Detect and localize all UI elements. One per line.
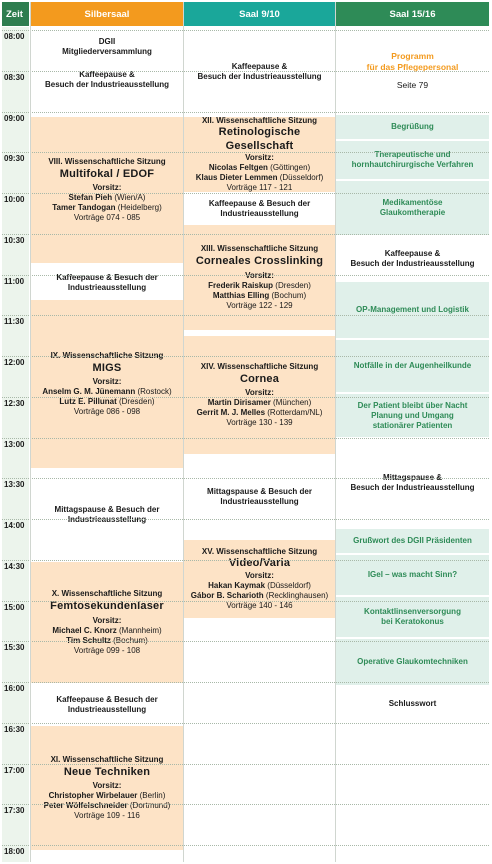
block-line: Therapeutische und [374,150,451,159]
block-line: Industrieausstellung [67,704,147,714]
block-line: Mittagspause & [382,473,443,482]
time-gridline [2,641,489,642]
session-title: XV. Wissenschaftliche Sitzung [201,547,318,557]
block-line: Kaffeepause & [231,62,288,71]
talk-numbers: Vorträge 086 - 098 [73,407,141,417]
block-line: Glaukomtherapie [379,208,446,217]
time-label: 15:30 [4,643,25,653]
block-line: Programm [391,51,434,62]
time-label: 14:00 [4,521,25,530]
chair-city: (Recklinghausen) [263,590,329,600]
break-kaffeepause [184,27,335,117]
chair-name: Nicolas Feltgen [208,163,268,173]
block-line: Der Patient bleibt über Nacht [357,400,468,410]
block-line: Besuch der Industrieausstellung [44,79,170,89]
break-kaffeepause-2 [184,192,335,225]
block-line: Medikamentöse [382,198,443,207]
vorsitz-label: Vorsitz: [245,570,274,580]
time-gridline [2,234,489,235]
session-viii-multifokal [31,117,183,263]
chair-name: Klaus Dieter Lemmen [195,173,278,183]
slot-op-management [336,282,489,338]
block-line: Grußwort des DGII Präsidenten [353,536,472,545]
block-line: für das Pflegepersonal [366,61,459,72]
block-line: Besuch der Industrieausstellung [197,72,322,81]
slot-operative-glaukom [336,639,489,685]
time-label: 10:30 [4,235,25,245]
time-gridline [2,152,489,153]
chair-city: (Wien/A) [112,193,146,203]
talk-numbers: Vorträge 130 - 139 [226,418,293,428]
vorsitz-label: Vorsitz: [92,781,122,791]
session-xii-retinologische [184,117,335,192]
chair-city: (Heidelberg) [115,203,162,213]
page-reference: Seite 79 [396,80,429,91]
break-kaffeepause [31,265,183,300]
chair-name: Tamer Tandogan [52,203,116,213]
block-line: OP-Management und Logistik [356,305,469,314]
chair-city: (Mannheim) [116,625,162,635]
chair-name: Gábor B. Scharioth [190,590,264,600]
slot-patient-ueber-nacht [336,394,489,437]
block-line: Industrieausstellung [67,282,147,292]
time-gridline [2,438,489,439]
chair-name: Stefan Pieh [68,193,113,203]
block-line: Besuch der Industrieausstellung [350,258,475,268]
slot-notfaelle [336,340,489,392]
block-line: Kaffeepause & Besuch der [208,198,311,208]
chair-city: (Düsseldorf) [265,580,311,590]
block-line: Kaffeepause & [79,69,135,79]
time-label: 08:00 [4,32,25,41]
block-line: IGel – was macht Sinn? [367,570,458,579]
time-gridline [2,804,489,805]
chair-name: Martin Dirisamer [207,398,271,408]
chair-city: (Düsseldorf) [277,173,324,183]
block-line: DGII [98,36,116,46]
time-label: 10:00 [4,195,25,204]
chair-city: (Bochum) [110,635,148,645]
time-gridline [2,356,489,357]
session-xiv-cornea [184,336,335,454]
session-topic: Corneales Crosslinking [195,255,324,268]
time-label: 15:00 [4,602,25,612]
chair-1 [52,626,161,636]
header-saal-15-16: Saal 15/16 [336,2,489,26]
block-line: Industrieausstellung [220,208,299,218]
slot-begruessung [336,115,489,139]
talk-numbers: Vorträge 099 - 108 [73,645,141,655]
slot-igel [336,555,489,595]
session-title: XIV. Wissenschaftliche Sitzung [200,361,319,371]
chair-2 [191,591,328,601]
block-line: stationärer Patienten [372,420,453,430]
chair-name: Gerrit M. J. Melles [196,408,266,418]
slot-therapeutische-verfahren [336,141,489,179]
session-x-femtosekundenlaser [31,562,183,683]
chair-name: Anselm G. M. Jünemann [42,387,136,397]
chair-name: Hakan Kaymak [208,580,266,590]
chair-name: Lutz E. Pillunat [59,397,117,407]
vorsitz-label: Vorsitz: [245,270,274,280]
block-line: bei Keratokonus [381,617,444,626]
session-topic: Video/Varia [228,557,291,570]
slot-schlusswort [336,687,489,721]
chair-city: (Rotterdam/NL) [265,408,323,418]
session-xv-video-varia [184,540,335,618]
time-gridline [2,723,489,724]
session-topic: MIGS [92,361,122,374]
block-line: Notfälle in der Augenheilkunde [353,361,472,370]
block-line: Mitgliederversammlung [62,46,152,56]
session-title: XI. Wissenschaftliche Sitzung [50,754,164,764]
block-line: Kaffeepause & Besuch der [56,272,158,282]
chair-2 [59,397,154,407]
time-gridline [2,275,489,276]
column-divider [335,2,336,862]
session-title: X. Wissenschaftliche Sitzung [51,589,163,599]
time-gridline [2,30,489,31]
time-label: 13:30 [4,480,25,490]
session-topic: Multifokal / EDOF [59,167,155,180]
block-line: Industrieausstellung [67,515,147,524]
header-zeit: Zeit [2,2,29,26]
chair-2 [197,408,323,418]
vorsitz-label: Vorsitz: [92,377,122,387]
column-divider [183,2,184,862]
block-line: Operative Glaukomtechniken [357,657,468,666]
chair-2 [213,291,306,301]
chair-name: Christopher Wirbelauer [48,791,138,801]
session-title: XIII. Wissenschaftliche Sitzung [200,244,319,254]
break-mittagspause [336,439,489,527]
chair-city: (München) [270,398,312,408]
time-label: 08:30 [4,72,25,82]
time-gridline [2,112,489,113]
time-label: 13:00 [4,439,25,449]
session-ix-migs [31,300,183,468]
block-line: Mittagspause & Besuch der [207,487,312,496]
block-line: Kaffeepause & [384,248,441,258]
column-divider [30,2,31,862]
time-label: 17:00 [4,765,25,775]
talk-numbers: Vorträge 122 - 129 [226,300,293,310]
talk-numbers: Vorträge 109 - 116 [74,811,140,821]
time-label: 11:30 [4,317,25,327]
block-line: Begrüßung [391,122,434,131]
session-topic: Neue Techniken [63,765,151,778]
chair-1 [49,791,166,801]
time-gridline [2,193,489,194]
chair-city: (Dresden) [273,280,311,290]
chair-name: Peter Wölfelschneider [43,801,128,811]
session-topic: Cornea [239,372,280,385]
session-title: XII. Wissenschaftliche Sitzung [201,115,318,125]
talk-numbers: Vorträge 117 - 121 [226,183,293,193]
time-label: 18:00 [4,847,25,856]
talk-numbers: Vorträge 074 - 085 [73,213,141,223]
chair-city: (Dresden) [116,397,155,407]
time-gridline [2,397,489,398]
time-gridline [2,601,489,602]
vorsitz-label: Vorsitz: [245,153,274,163]
block-line: Kontaktlinsenversorgung [364,607,461,616]
chair-1 [209,163,310,173]
chair-name: Tim Schultz [66,635,111,645]
chair-city: (Rostock) [135,387,172,397]
time-gridline [2,478,489,479]
time-gridline [2,71,489,72]
block-line: Besuch der Industrieausstellung [350,483,475,492]
time-label: 16:30 [4,724,25,734]
time-gridline [2,764,489,765]
time-label: 14:30 [4,561,25,571]
chair-2 [196,173,324,183]
chair-2 [52,203,162,213]
time-label: 09:30 [4,154,25,164]
chair-name: Frederik Raiskup [208,280,274,290]
time-label: 16:00 [4,684,25,693]
break-mittagspause [184,454,335,540]
chair-city: (Dortmund) [127,801,171,811]
chair-1 [69,193,146,203]
time-gridline [2,315,489,316]
session-xiii-crosslinking [184,225,335,330]
chair-city: (Bochum) [269,290,307,300]
chair-city: (Berlin) [137,791,166,801]
session-title: VIII. Wissenschaftliche Sitzung [48,156,166,166]
chair-2 [44,801,171,811]
session-topic: Femtosekundenlaser [50,600,164,613]
time-gridline [2,682,489,683]
slot-glaukomtherapie [336,181,489,235]
chair-name: Matthias Elling [212,290,270,300]
block-line: hornhautchirurgische Verfahren [351,160,474,169]
vorsitz-label: Vorsitz: [245,388,274,398]
time-label: 12:00 [4,358,25,367]
time-label: 17:30 [4,806,25,816]
session-xi-neue-techniken [31,726,183,850]
time-label: 11:00 [4,276,25,286]
chair-name: Michael C. Knorz [52,625,117,635]
header-silbersaal: Silbersaal [31,2,183,26]
time-label: 09:00 [4,113,25,123]
chair-1 [208,281,311,291]
chair-1 [208,581,311,591]
block-line: Industrieausstellung [220,497,299,506]
slot-kontaktlinsen [336,597,489,637]
session-topic: Retinologische Gesellschaft [218,125,301,152]
block-line: Planung und Umgang [371,410,454,420]
time-gridline [2,519,489,520]
chair-city: (Göttingen) [267,163,311,173]
talk-numbers: Vorträge 140 - 146 [226,600,293,610]
break-mittagspause [31,468,183,562]
header-saal-9-10: Saal 9/10 [184,2,335,26]
block-line: Schlusswort [388,699,437,708]
time-gridline [2,845,489,846]
break-kaffeepause-2 [31,683,183,726]
block-line: Mittagspause & Besuch der [54,505,160,514]
session-title: IX. Wissenschaftliche Sitzung [50,350,164,360]
time-label: 12:30 [4,398,25,408]
vorsitz-label: Vorsitz: [92,615,122,625]
vorsitz-label: Vorsitz: [92,183,122,193]
block-line: Kaffeepause & Besuch der [56,694,158,704]
time-gridline [2,560,489,561]
slot-grusswort [336,529,489,553]
chair-1 [208,398,312,408]
